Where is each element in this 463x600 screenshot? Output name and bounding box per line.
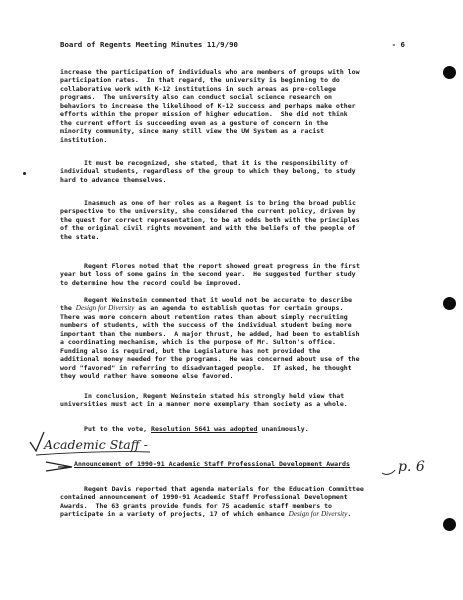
text-line: year but loss of some gains in the second year. He suggested further study [60,270,356,279]
text-line: individual students, regardless of the group to which they belong, to study [60,167,356,176]
text-line: efforts within the proper mission of higher education. She did not think [60,110,348,119]
text-line: Regent Flores noted that the report showed great progress in the first [84,262,360,270]
text-line: they would rather have someone else favored. [60,372,234,381]
handwritten-underline [36,452,150,455]
text-line: minority community, since many still view the UW System as a racist [60,127,325,136]
text-line: collaborative work with K-12 institutions in such areas as pre-college [60,84,336,93]
text-line: Inasmuch as one of her roles as a Regent is to bring the broad public [84,199,356,207]
text-line: Funding also is required, but the Legislature has not provided the [60,346,321,355]
text-run: . [347,510,352,519]
text-line: Regent Davis reported that agenda materials for the Education Committee [84,485,364,493]
text-line [60,510,405,518]
design-for-diversity-title: Design for Diversity [288,510,348,519]
text-line: In conclusion, Regent Weinstein stated his strongly held view that [84,392,345,400]
text-line: behaviors to increase the likelihood of K-12 success and perhaps make other [60,101,356,110]
handwritten-page-note: p. 6 [398,459,425,475]
text-line: programs. The university also can conduct social science research on [60,93,332,102]
text-run: participate in a variety of projects, 17 of which enhance [60,510,289,519]
text-line: contained announcement of 1990-91 Academic Staff Professional Development [60,493,348,502]
text-line: Awards. The 63 grants provide funds for 75 academic staff members to [60,501,332,510]
text-line: institution. [60,135,108,144]
section-heading-text: Announcement of 1990-91 Academic Staff Professional Development Awards [74,460,350,468]
text-line: additional money needed for the programs. He was concerned about use of the [60,355,360,364]
check-mark-icon [30,432,44,451]
header-title: Board of Regents Meeting Minutes 11/9/90 [60,40,238,49]
text-line: participation rates. In that regard, the university is beginning to do [60,76,340,85]
text-run: unanimously. [257,425,309,433]
text-line: a coordinating mechanism, which is the purpose of Mr. Sulton's office. [60,338,336,347]
design-for-diversity-title: Design for Diversity [75,304,135,313]
text-line: increase the participation of individuals who are members of groups with low [60,68,360,76]
text-line: the quest for correct representation, to be at odds both with the principles [60,215,360,224]
text-line: word "favored" in referring to disadvantaged people. If asked, he thought [60,363,352,372]
text-line: important than the numbers. A major thrust, he added, had been to establish [60,329,360,338]
text-line: the current effort is succeeding even as a gesture of concern in the [60,118,329,127]
text-line: Regent Weinstein commented that it would not be accurate to describe [84,296,353,304]
text-line: of the original civil rights movement and with the beliefs of the people of [60,224,356,233]
arrow-icon [46,462,72,471]
text-line: perspective to the university, she considered the current policy, driven by [60,207,356,216]
text-run: as an agenda to establish quotas for certain groups. [134,304,344,313]
text-line: to determine how the record could be improved. [60,278,242,287]
text-line: It must be recognized, she stated, that it is the responsibility of [84,159,349,167]
text-line: hard to advance themselves. [60,175,167,184]
text-line: universities must act in a manner more exemplary than society as a whole. [60,400,348,409]
page-number: - 6 [391,40,405,49]
paragraph-7 [60,485,405,519]
text-run: Put to the vote, [84,425,152,433]
resolution-link[interactable]: Resolution 5641 was adopted [151,425,258,433]
handwritten-note-academic-staff: Academic Staff - [44,437,148,452]
section-heading [74,460,394,468]
text-line: numbers of students, with the success of the individual student being more [60,321,352,330]
text-line: There was more concern about retention rates than about simply recruiting [60,312,348,321]
text-line: the state. [60,232,100,241]
text-run: the [60,304,76,313]
handwritten-paren [382,470,395,474]
